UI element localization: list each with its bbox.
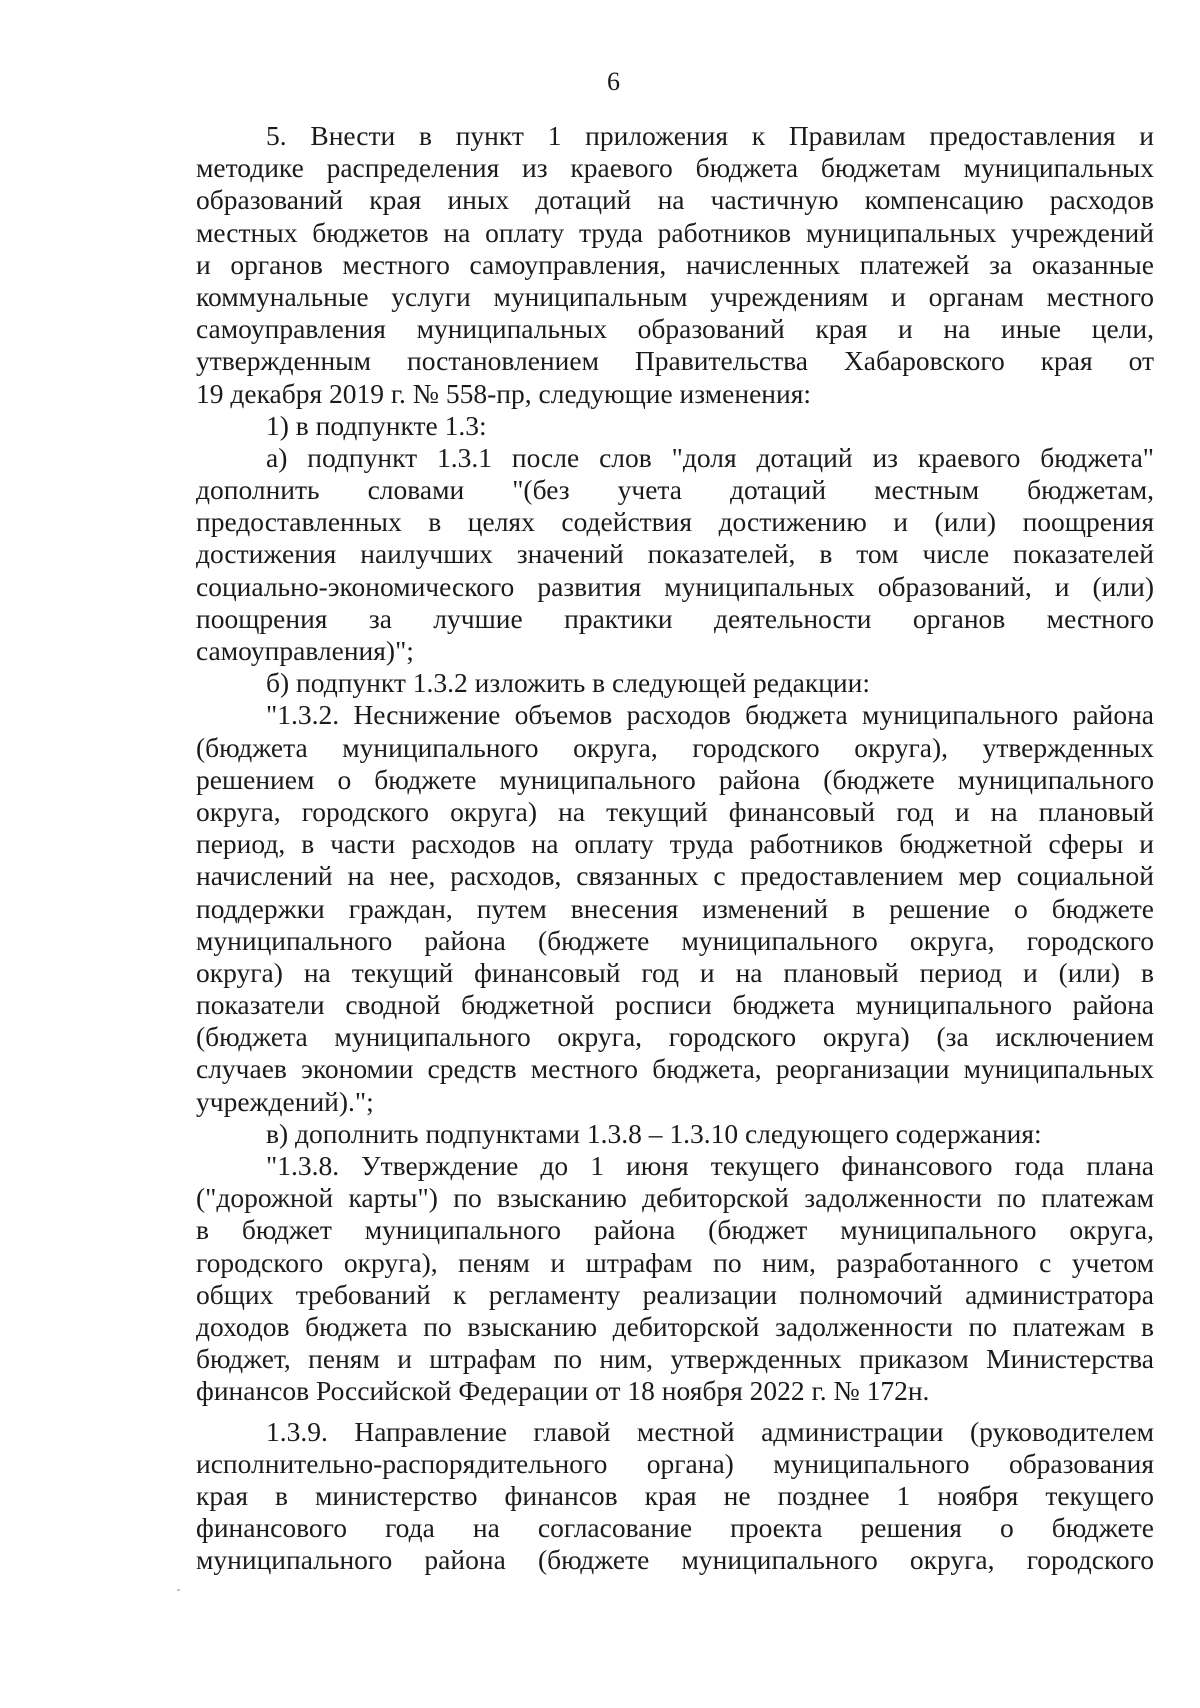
text-line: показатели сводной бюджетной росписи бюджета муниципального района	[196, 989, 1154, 1021]
paragraph-gap	[196, 1408, 1154, 1416]
text-line: социально-экономического развития муниципальных образований, и (или)	[196, 570, 1154, 602]
text-line: утвержденным постановлением Правительства Хабаровского края от	[196, 345, 1154, 377]
text-line: бюджет, пеням и штрафам по ним, утвержденных приказом Министерства	[196, 1343, 1154, 1375]
text-line: местных бюджетов на оплату труда работников муниципальных учреждений	[196, 216, 1154, 248]
text-line: решением о бюджете муниципального района (бюджете муниципального	[196, 763, 1154, 795]
text-line: коммунальные услуги муниципальным учреждениям и органам местного	[196, 280, 1154, 312]
text-line: самоуправления)";	[196, 635, 414, 666]
text-line: поощрения за лучшие практики деятельности органов местного	[196, 602, 1154, 634]
text-line: муниципального района (бюджете муниципального округа, городского	[196, 1544, 1154, 1576]
text-line: случаев экономии средств местного бюджета, реорганизации муниципальных	[196, 1053, 1154, 1085]
text-line: период, в части расходов на оплату труда работников бюджетной сферы и	[196, 828, 1154, 860]
text-line: 1.3.9. Направление главой местной администрации (руководителем	[266, 1415, 1154, 1447]
text-line: образований края иных дотаций на частичную компенсацию расходов	[196, 184, 1154, 216]
text-line: поддержки граждан, путем внесения изменений в решение о бюджете	[196, 892, 1154, 924]
text-line: самоуправления муниципальных образований края и на иные цели,	[196, 313, 1154, 345]
text-line: доходов бюджета по взысканию дебиторской задолженности по платежам в	[196, 1310, 1154, 1342]
text-line: муниципального района (бюджете муниципального округа, городского	[196, 924, 1154, 956]
text-line: в) дополнить подпунктами 1.3.8 – 1.3.10 следующего содержания:	[266, 1117, 1042, 1149]
text-line: а) подпункт 1.3.1 после слов "доля дотаций из краевого бюджета"	[266, 441, 1154, 473]
text-line: округа, городского округа) на текущий финансовый год и на плановый	[196, 795, 1154, 827]
text-line: достижения наилучших значений показателей, в том числе показателей	[196, 538, 1154, 570]
text-line: дополнить словами "(без учета дотаций местным бюджетам,	[196, 474, 1154, 506]
text-line: (бюджета муниципального округа, городского округа), утвержденных	[196, 731, 1154, 763]
text-line: 19 декабря 2019 г. № 558-пр, следующие изменения:	[196, 377, 812, 409]
text-line: края в министерство финансов края не позднее 1 ноября текущего	[196, 1479, 1154, 1511]
text-line: учреждений).";	[196, 1085, 374, 1117]
text-line: исполнительно-распорядительного органа) муниципального образования	[196, 1447, 1154, 1479]
text-line: б) подпункт 1.3.2 изложить в следующей редакции:	[266, 667, 870, 699]
text-line: методике распределения из краевого бюджета бюджетам муниципальных	[196, 152, 1154, 184]
text-line: "1.3.2. Неснижение объемов расходов бюджета муниципального района	[266, 699, 1154, 731]
document-body	[196, 120, 1154, 1576]
text-line: 1) в подпункте 1.3:	[266, 409, 487, 441]
text-line: и органов местного самоуправления, начисленных платежей за оказанные	[196, 248, 1154, 280]
text-line: округа) на текущий финансовый год и на плановый период и (или) в	[196, 956, 1154, 988]
text-line: (бюджета муниципального округа, городского округа) (за исключением	[196, 1021, 1154, 1053]
text-line: начислений на нее, расходов, связанных с предоставлением мер социальной	[196, 860, 1154, 892]
text-line: в бюджет муниципального района (бюджет муниципального округа,	[196, 1214, 1154, 1246]
page-number: 6	[607, 67, 620, 96]
text-line: "1.3.8. Утверждение до 1 июня текущего финансового года плана	[266, 1150, 1154, 1181]
text-line: ("дорожной карты") по взысканию дебиторской задолженности по платежам	[196, 1182, 1154, 1214]
text-line: общих требований к регламенту реализации полномочий администратора	[196, 1278, 1154, 1310]
text-line: городского округа), пеням и штрафам по ним, разработанного с учетом	[196, 1246, 1154, 1278]
text-line: 5. Внести в пункт 1 приложения к Правилам предоставления и	[266, 120, 1154, 151]
scan-speck	[177, 1589, 180, 1591]
text-line: предоставленных в целях содействия достижению и (или) поощрения	[196, 506, 1154, 538]
text-line: финансов Российской Федерации от 18 ноября 2022 г. № 172н.	[196, 1375, 930, 1407]
text-line: финансового года на согласование проекта решения о бюджете	[196, 1512, 1154, 1544]
